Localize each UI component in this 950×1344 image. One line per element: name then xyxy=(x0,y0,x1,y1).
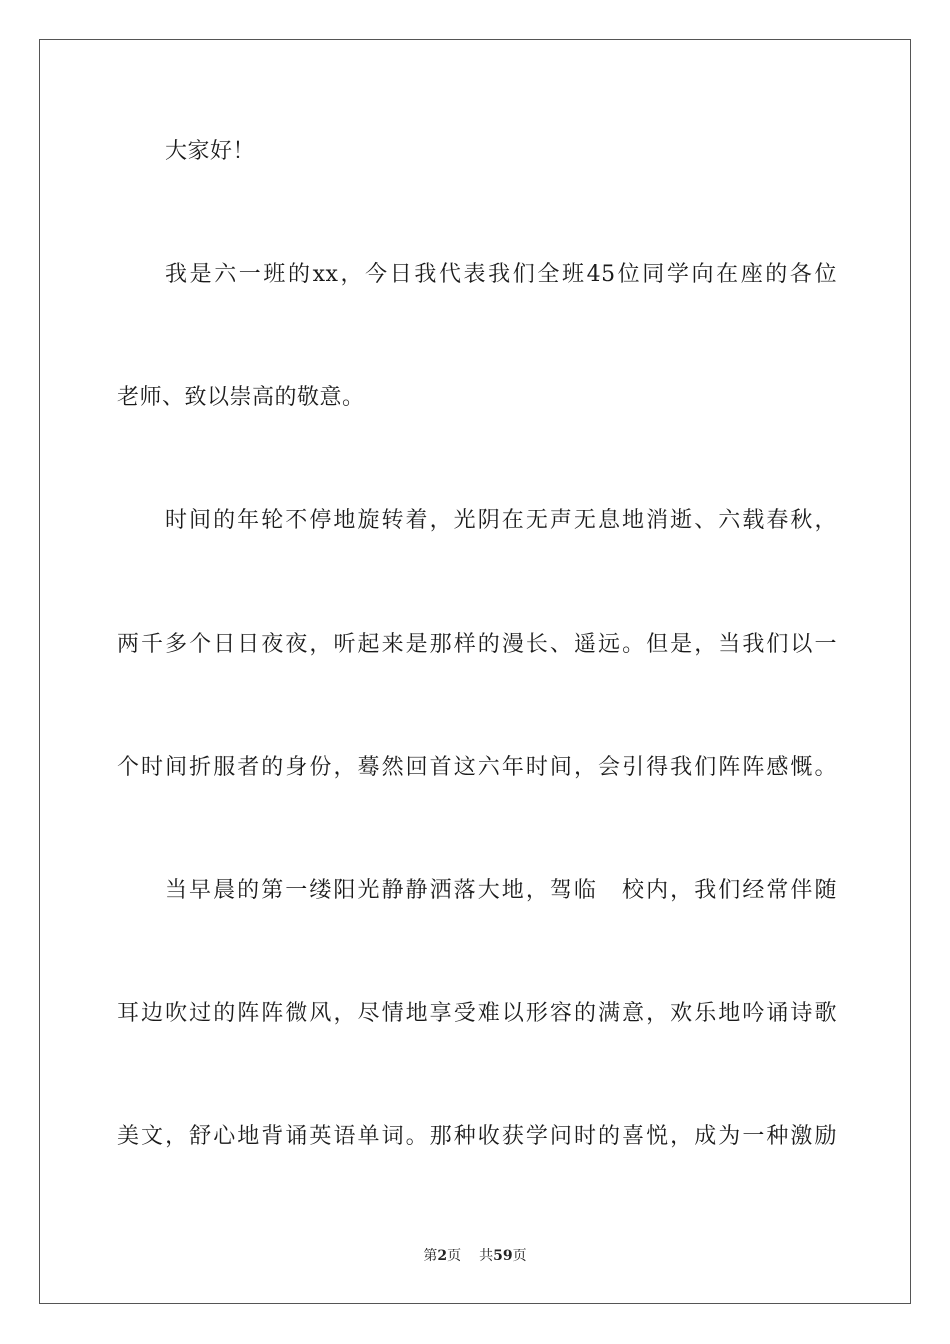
page-current: 2 xyxy=(437,1248,448,1264)
paragraph-3-line-1: 当早晨的第一缕阳光静静洒落大地，驾临 校内，我们经常伴随 xyxy=(165,878,837,903)
total-prefix: 共 xyxy=(479,1248,494,1264)
paragraph-1-line-2: 老师、致以崇高的敬意。 xyxy=(117,385,365,410)
paragraph-2-line-3: 个时间折服者的身份，蓦然回首这六年时间，会引得我们阵阵感慨。 xyxy=(117,755,837,780)
greeting-line: 大家好！ xyxy=(165,139,256,164)
page-footer xyxy=(0,1246,950,1266)
total-suffix: 页 xyxy=(512,1248,527,1264)
page-total: 59 xyxy=(493,1248,513,1264)
paragraph-3-line-3: 美文，舒心地背诵英语单词。那种收获学问时的喜悦，成为一种激励 xyxy=(117,1124,837,1149)
paragraph-2-line-1: 时间的年轮不停地旋转着，光阴在无声无息地消逝、六载春秋， xyxy=(165,508,837,533)
paragraph-2-line-2: 两千多个日日夜夜，听起来是那样的漫长、遥远。但是，当我们以一 xyxy=(117,632,837,657)
paragraph-1-line-1: 我是六一班的xx，今日我代表我们全班45位同学向在座的各位 xyxy=(165,262,837,287)
page-border xyxy=(39,39,911,1304)
page-suffix: 页 xyxy=(447,1248,462,1264)
paragraph-3-line-2: 耳边吹过的阵阵微风，尽情地享受难以形容的满意，欢乐地吟诵诗歌 xyxy=(117,1001,837,1026)
page-prefix: 第 xyxy=(423,1248,438,1264)
